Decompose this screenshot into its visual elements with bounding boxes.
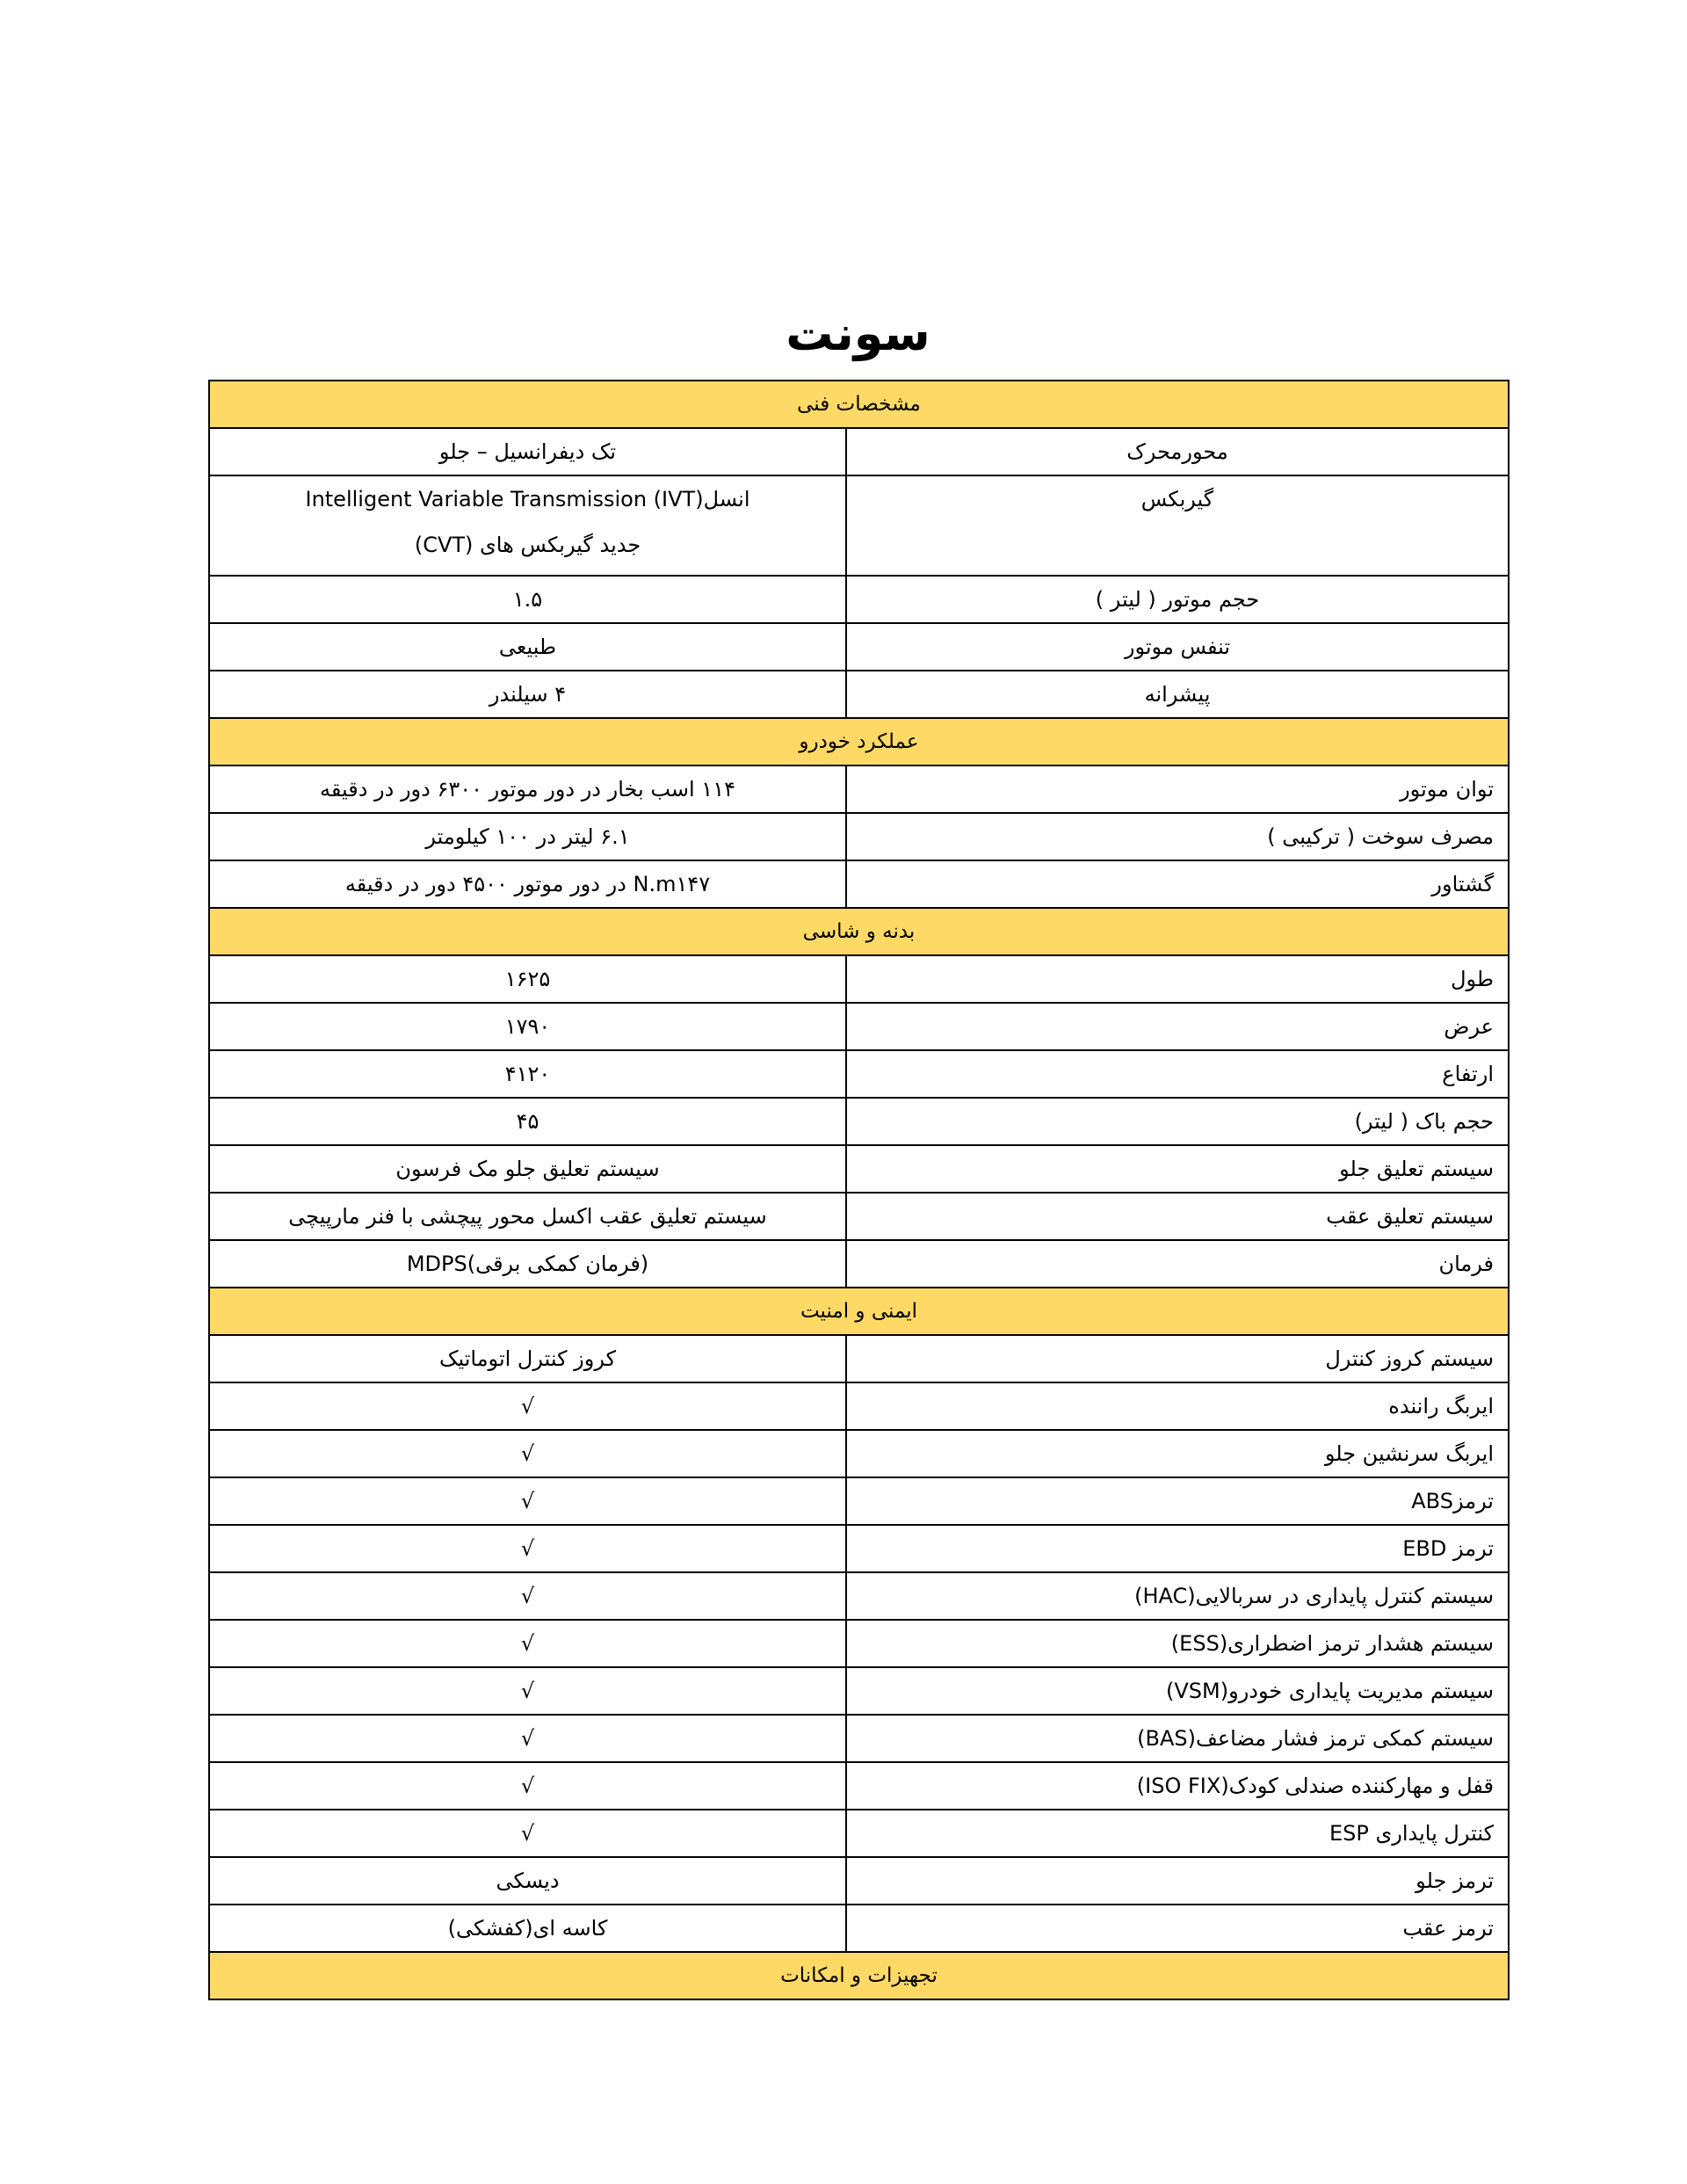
spec-label: سیستم کنترل پایداری در سربالایی(HAC): [846, 1572, 1509, 1620]
spec-label: حجم باک ( لیتر): [846, 1098, 1509, 1145]
table-row: [209, 813, 1509, 860]
spec-value: N.m۱۴۷ در دور موتور ۴۵۰۰ دور در دقیقه: [209, 860, 846, 908]
section-header-equipment-features: تجهیزات و امکانات: [209, 1952, 1509, 1999]
section-header-performance: عملکرد خودرو: [209, 718, 1509, 765]
spec-value-line: Intelligent Variable Transmission (IVT)انسل: [305, 487, 750, 512]
table-row: [209, 1050, 1509, 1098]
section-header-row: [209, 1288, 1509, 1335]
spec-value-check: √: [209, 1620, 846, 1667]
spec-label: ترمزABS: [846, 1477, 1509, 1525]
spec-label: ایربگ سرنشین جلو: [846, 1430, 1509, 1477]
spec-value: سیستم تعلیق عقب اکسل محور پیچشی با فنر مارپیچی: [209, 1193, 846, 1240]
table-row: [209, 475, 1509, 576]
spec-value: ۴۵: [209, 1098, 846, 1145]
spec-value-check: √: [209, 1477, 846, 1525]
section-header-safety-security: ایمنی و امنیت: [209, 1288, 1509, 1335]
spec-label: سیستم هشدار ترمز اضطراری(ESS): [846, 1620, 1509, 1667]
spec-label: قفل و مهارکننده صندلی کودک(ISO FIX): [846, 1762, 1509, 1810]
spec-value: دیسکی: [209, 1857, 846, 1905]
section-header-row: [209, 718, 1509, 765]
table-row: [209, 428, 1509, 475]
spec-label: حجم موتور ( لیتر ): [846, 576, 1509, 623]
table-row: [209, 1715, 1509, 1762]
table-row: [209, 1477, 1509, 1525]
table-row: [209, 1240, 1509, 1288]
table-row: [209, 1857, 1509, 1905]
spec-label: کنترل پایداری ESP: [846, 1810, 1509, 1857]
spec-value: کاسه ای(کفشکی): [209, 1905, 846, 1952]
page-title: سونت: [786, 306, 930, 361]
spec-label: سیستم تعلیق عقب: [846, 1193, 1509, 1240]
spec-value: ۱۶۲۵: [209, 955, 846, 1003]
spec-value: ۱۷۹۰: [209, 1003, 846, 1050]
spec-label: فرمان: [846, 1240, 1509, 1288]
spec-value-check: √: [209, 1667, 846, 1715]
table-row: [209, 576, 1509, 623]
table-row: [209, 1762, 1509, 1810]
spec-value: [209, 475, 846, 576]
section-header-row: [209, 381, 1509, 428]
spec-value: طبیعی: [209, 623, 846, 671]
table-row: [209, 1572, 1509, 1620]
spec-label: ارتفاع: [846, 1050, 1509, 1098]
section-header-technical-specs: مشخصات فنی: [209, 381, 1509, 428]
spec-label: گیربکس: [846, 475, 1509, 576]
table-row: [209, 1620, 1509, 1667]
spec-value-check: √: [209, 1572, 846, 1620]
spec-label: تنفس موتور: [846, 623, 1509, 671]
spec-value-check: √: [209, 1715, 846, 1762]
spec-value-check: √: [209, 1525, 846, 1572]
spec-value-check: √: [209, 1810, 846, 1857]
table-row: [209, 1810, 1509, 1857]
spec-label: سیستم تعلیق جلو: [846, 1145, 1509, 1193]
spec-label: ترمز جلو: [846, 1857, 1509, 1905]
spec-label: طول: [846, 955, 1509, 1003]
spec-value: ۶.۱ لیتر در ۱۰۰ کیلومتر: [209, 813, 846, 860]
table-row: [209, 1667, 1509, 1715]
spec-value: ۴ سیلندر: [209, 671, 846, 718]
spec-value: ۴۱۲۰: [209, 1050, 846, 1098]
spec-value: ۱۱۴ اسب بخار در دور موتور ۶۳۰۰ دور در دقیقه: [209, 765, 846, 813]
spec-label: سیستم مدیریت پایداری خودرو(VSM): [846, 1667, 1509, 1715]
section-header-body-chassis: بدنه و شاسی: [209, 908, 1509, 955]
table-row: [209, 1145, 1509, 1193]
table-row: [209, 1382, 1509, 1430]
spec-label: سیستم کروز کنترل: [846, 1335, 1509, 1382]
table-row: [209, 1193, 1509, 1240]
spec-value-check: √: [209, 1430, 846, 1477]
spec-value: تک دیفرانسیل – جلو: [209, 428, 846, 475]
table-row: [209, 623, 1509, 671]
spec-label: ایربگ راننده: [846, 1382, 1509, 1430]
spec-value: ۱.۵: [209, 576, 846, 623]
spec-table: [208, 380, 1510, 2000]
spec-label: پیشرانه: [846, 671, 1509, 718]
spec-value: کروز کنترل اتوماتیک: [209, 1335, 846, 1382]
table-row: [209, 1003, 1509, 1050]
spec-label: ترمز عقب: [846, 1905, 1509, 1952]
spec-value-check: √: [209, 1762, 846, 1810]
table-row: [209, 671, 1509, 718]
spec-label: توان موتور: [846, 765, 1509, 813]
table-row: [209, 860, 1509, 908]
spec-label: ترمز EBD: [846, 1525, 1509, 1572]
table-row: [209, 955, 1509, 1003]
table-row: [209, 765, 1509, 813]
section-header-row: [209, 908, 1509, 955]
spec-label: عرض: [846, 1003, 1509, 1050]
spec-value-check: √: [209, 1382, 846, 1430]
table-row: [209, 1430, 1509, 1477]
spec-label: سیستم کمکی ترمز فشار مضاعف(BAS): [846, 1715, 1509, 1762]
spec-label: گشتاور: [846, 860, 1509, 908]
table-row: [209, 1905, 1509, 1952]
spec-label: مصرف سوخت ( ترکیبی ): [846, 813, 1509, 860]
table-row: [209, 1335, 1509, 1382]
spec-value: سیستم تعلیق جلو مک فرسون: [209, 1145, 846, 1193]
section-header-row: [209, 1952, 1509, 1999]
table-row: [209, 1098, 1509, 1145]
spec-value: (فرمان کمکی برقی)MDPS: [209, 1240, 846, 1288]
table-row: [209, 1525, 1509, 1572]
spec-value-line: جدید گیربکس های (CVT): [414, 533, 641, 557]
spec-label: محورمحرک: [846, 428, 1509, 475]
